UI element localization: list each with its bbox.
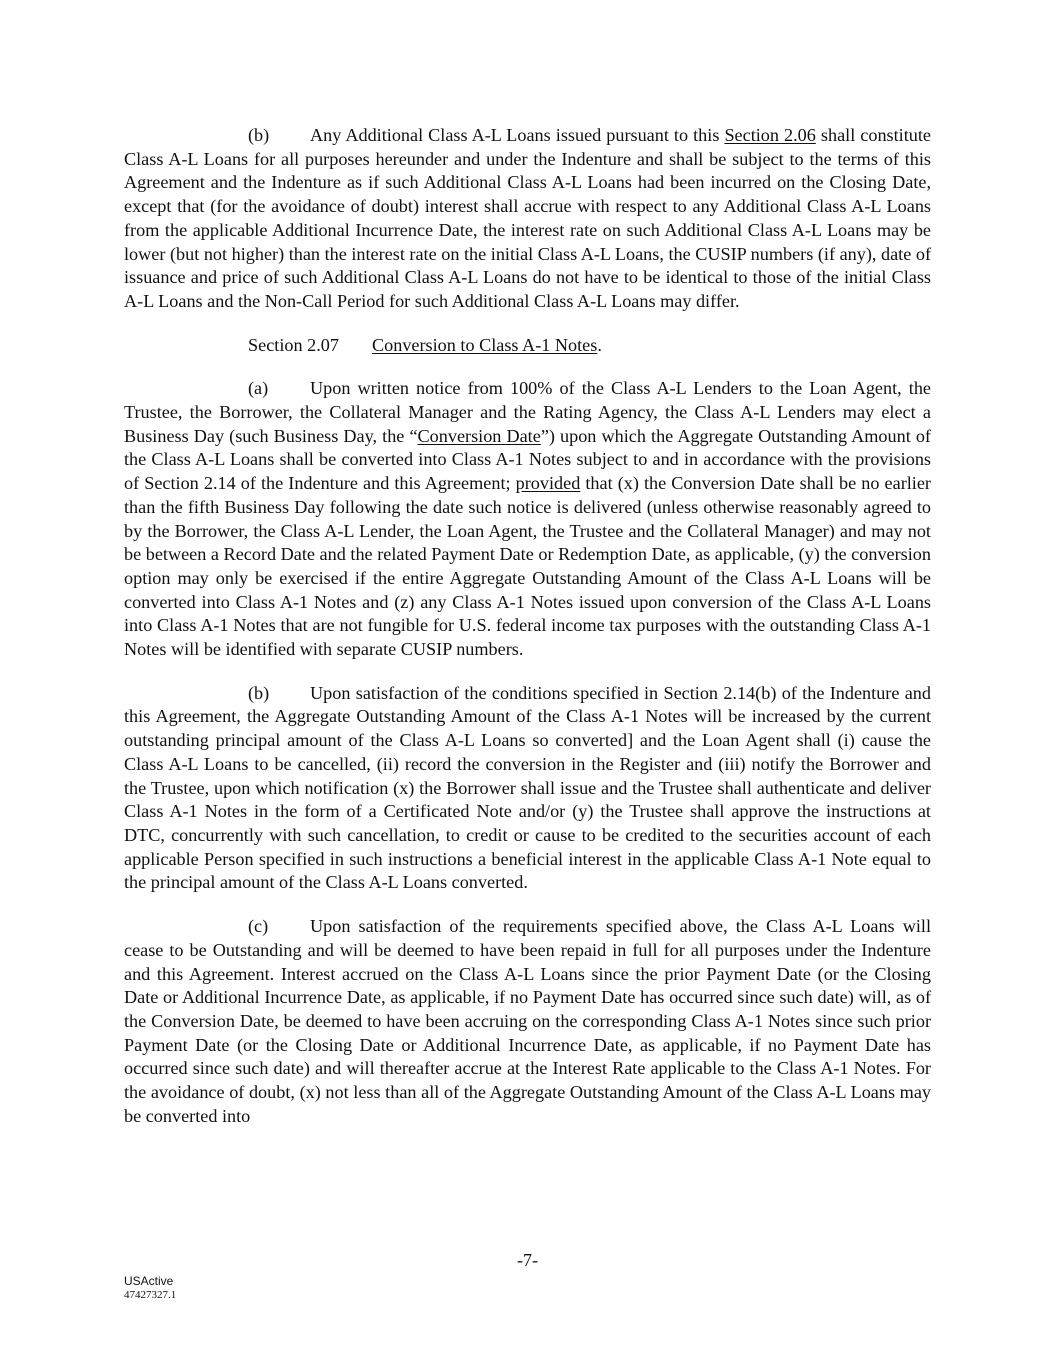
section-number: Section 2.07 [248,334,339,355]
page-number: -7- [517,1250,538,1270]
doc-stamp-line2: 47427327.1 [124,1289,177,1301]
section-heading [248,334,931,358]
paragraph-a-written-notice [124,377,931,661]
provided-term: provided [515,473,581,494]
defined-term: Conversion Date [417,425,541,446]
paragraph-text: Any Additional Class A-L Loans issued pursuant to this [310,125,725,145]
paragraph-c-requirements [124,915,931,1128]
paragraph-label: (b) [248,125,270,145]
section-reference-link: Section 2.06 [724,125,816,145]
section-title-period: . [597,334,602,355]
paragraph-label: (c) [248,916,269,937]
section-title: Conversion to Class A-1 Notes [372,334,598,355]
paragraph-label: (b) [248,682,270,703]
paragraph-b-additional-loans [124,124,931,314]
document-body [124,124,931,1148]
paragraph-text: Upon satisfaction of the requirements specified above, the Class A-L Loans will cease to be Outstanding and will be deemed to have been repaid in full for all purposes under the Indenture and this Agreement. Interest accrued on the Class A-L Loans since the prior Payment Date (or the Closing Date or Additional Incurrence Date, as applicable, if no Payment Date has occurred since such date) will, as of the Conversion Date, be deemed to have been accruing on the corresponding Class A-1 Notes since such prior Payment Date (or the Closing Date or Additional Incurrence Date, as applicable, if no Payment Date has occurred since such date) and will thereafter accrue at the Interest Rate applicable to the Class A-1 Notes. For the avoidance of doubt, (x) not less than all of the Aggregate Outstanding Amount of the Class A-L Loans may be converted into [124,916,931,1126]
paragraph-label: (a) [248,378,269,399]
paragraph-b-conditions [124,682,931,895]
paragraph-text: Upon satisfaction of the conditions specified in Section 2.14(b) of the Indenture and this Agreement, the Aggregate Outstanding Amount of the Class A-1 Notes will be increased by the current outstanding principal amount of the Class A-L Loans so converted] and the Loan Agent shall (i) cause the Class A-L Loans to be cancelled, (ii) record the conversion in the Register and (iii) notify the Borrower and the Trustee, upon which notification (x) the Borrower shall issue and the Trustee shall authenticate and deliver Class A-1 Notes in the form of a Certificated Note and/or (y) the Trustee shall approve the instructions at DTC, concurrently with such cancellation, to credit or cause to be credited to the securities account of each applicable Person specified in such instructions a beneficial interest in the applicable Class A-1 Note equal to the principal amount of the Class A-L Loans converted. [124,682,931,893]
paragraph-text: ”) upon which the Aggregate Outstanding Amount of the Class A-L Loans shall be converted into Class A-1 Notes subject to and in accordance with the provisions of Section 2.14 of the Indenture and this Agreement; [124,425,931,494]
doc-stamp-line1: USActive [124,1274,174,1288]
paragraph-text: shall constitute Class A-L Loans for all purposes hereunder and under the Indenture and shall be subject to the terms of this Agreement and the Indenture as if such Additional Class A-L Loans had been incurred on the Closing Date, except that (for the avoidance of doubt) interest shall accrue with respect to any Additional Class A-L Loans from the applicable Additional Incurrence Date, the interest rate on such Additional Class A-L Loans may be lower (but not higher) than the interest rate on the initial Class A-L Loans, the CUSIP numbers (if any), date of issuance and price of such Additional Class A-L Loans do not have to be identical to those of the initial Class A-L Loans and the Non-Call Period for such Additional Class A-L Loans may differ. [124,125,931,311]
paragraph-text: Upon written notice from 100% of the Class A-L Lenders to the Loan Agent, the Trustee, the Borrower, the Collateral Manager and the Rating Agency, the Class A-L Lenders may elect a Business Day (such Business Day, the “ [124,378,931,446]
paragraph-text: that (x) the Conversion Date shall be no earlier than the fifth Business Day following the date such notice is delivered (unless otherwise reasonably agreed to by the Borrower, the Class A-L Lender, the Loan Agent, the Trustee and the Collateral Manager) and may not be between a Record Date and the related Payment Date or Redemption Date, as applicable, (y) the conversion option may only be exercised if the entire Aggregate Outstanding Amount of the Class A-L Loans will be converted into Class A-1 Notes and (z) any Class A-1 Notes issued upon conversion of the Class A-L Loans into Class A-1 Notes that are not fungible for U.S. federal income tax purposes with the outstanding Class A-1 Notes will be identified with separate CUSIP numbers. [124,473,931,660]
